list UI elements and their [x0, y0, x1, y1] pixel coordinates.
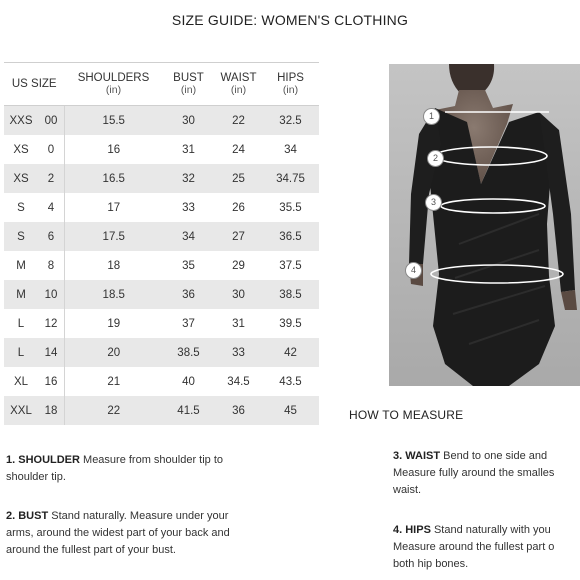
cell-bust: 31: [182, 143, 195, 156]
table-header-row: [4, 63, 319, 106]
cell-hips: 43.5: [279, 375, 302, 388]
cell-waist: 22: [215, 106, 263, 136]
header-waist: [215, 63, 263, 106]
model-illustration: [389, 64, 580, 386]
cell-bust: 41.5: [163, 396, 215, 425]
step-text: around the fullest part of your bust.: [6, 544, 176, 556]
cell-waist: 26: [232, 201, 245, 214]
how-to-measure-heading: HOW TO MEASURE: [349, 408, 464, 422]
cell-bust: 37: [182, 317, 195, 330]
header-label: BUST: [173, 72, 204, 84]
table-row: [4, 164, 319, 193]
cell-numeric-size: 2: [38, 164, 65, 193]
marker-shoulder: 1: [423, 108, 440, 125]
cell-shoulders: 18.5: [65, 280, 163, 309]
marker-waist: 3: [425, 194, 442, 211]
cell-bust: 30: [163, 106, 215, 136]
cell-numeric-size: 16: [38, 367, 65, 396]
cell-numeric-size: 14: [38, 338, 65, 367]
step-text: Measure around the fullest part o: [393, 541, 555, 553]
model-photo: [389, 64, 580, 386]
cell-hips: 32.5: [263, 106, 319, 136]
cell-numeric-size: 00: [38, 106, 65, 136]
cell-hips: 42: [263, 338, 319, 367]
step-hips: [393, 522, 580, 573]
step-text: Stand naturally with you: [430, 524, 551, 536]
cell-shoulders: 18: [107, 259, 121, 272]
step-waist: [393, 448, 580, 499]
table-row: [4, 309, 319, 338]
cell-size: XS: [4, 164, 38, 193]
size-table: [4, 62, 319, 425]
cell-size: XS: [13, 143, 29, 156]
header-us-size: [4, 63, 65, 106]
cell-waist: 29: [232, 259, 245, 272]
cell-shoulders: 22: [65, 396, 163, 425]
cell-numeric-size: 10: [38, 280, 65, 309]
cell-bust: 32: [163, 164, 215, 193]
cell-numeric-size: 12: [38, 309, 65, 338]
step-label: 1. SHOULDER: [6, 454, 80, 466]
cell-hips: 35.5: [279, 201, 302, 214]
header-hips: [263, 63, 319, 106]
header-label: WAIST: [220, 72, 257, 84]
cell-waist: 24: [232, 143, 245, 156]
cell-size: S: [17, 201, 25, 214]
cell-size: XXS: [4, 106, 38, 136]
table-row: [4, 251, 319, 280]
step-label: 4. HIPS: [393, 524, 431, 536]
step-text: waist.: [393, 484, 422, 496]
step-text: Measure from shoulder tip to: [79, 454, 224, 466]
cell-waist: 36: [215, 396, 263, 425]
cell-shoulders: 15.5: [65, 106, 163, 136]
cell-numeric-size: 8: [38, 251, 65, 280]
cell-hips: 45: [263, 396, 319, 425]
cell-shoulders: 19: [107, 317, 121, 330]
step-label: 3. WAIST: [393, 450, 441, 462]
cell-hips: 37.5: [279, 259, 302, 272]
cell-shoulders: 20: [65, 338, 163, 367]
table-row: [4, 396, 319, 425]
step-text: Bend to one side and: [440, 450, 548, 462]
header-unit: (in): [105, 84, 122, 96]
cell-size: M: [4, 280, 38, 309]
table-row: [4, 193, 319, 222]
cell-shoulders: 16: [107, 143, 121, 156]
cell-shoulders: 17: [107, 201, 121, 214]
header-label: HIPS: [277, 72, 304, 84]
marker-bust: 2: [427, 150, 444, 167]
cell-numeric-size: 6: [38, 222, 65, 251]
marker-hips: 4: [405, 262, 422, 279]
cell-size: L: [4, 338, 38, 367]
step-shoulder: [6, 452, 296, 486]
cell-numeric-size: 18: [38, 396, 65, 425]
cell-shoulders: 21: [107, 375, 121, 388]
cell-bust: 33: [182, 201, 195, 214]
cell-size: XXL: [4, 396, 38, 425]
cell-waist: 31: [232, 317, 245, 330]
table-row: [4, 135, 319, 164]
cell-numeric-size: 0: [38, 135, 65, 164]
cell-numeric-size: 4: [38, 193, 65, 222]
header-unit: (in): [180, 84, 197, 96]
header-bust: [163, 63, 215, 106]
cell-waist: 30: [215, 280, 263, 309]
step-text: arms, around the widest part of your back and: [6, 527, 230, 539]
step-text: both hip bones.: [393, 558, 469, 570]
table-row: [4, 280, 319, 309]
table-row: [4, 222, 319, 251]
cell-size: L: [17, 317, 25, 330]
header-unit: (in): [282, 84, 299, 96]
step-text: Stand naturally. Measure under your: [48, 510, 229, 522]
cell-shoulders: 16.5: [65, 164, 163, 193]
cell-shoulders: 17.5: [65, 222, 163, 251]
cell-hips: 34.75: [263, 164, 319, 193]
cell-waist: 25: [215, 164, 263, 193]
step-label: 2. BUST: [6, 510, 49, 522]
cell-waist: 33: [215, 338, 263, 367]
page-title: SIZE GUIDE: WOMEN'S CLOTHING: [171, 12, 409, 28]
cell-hips: 39.5: [279, 317, 302, 330]
header-label: SHOULDERS: [77, 72, 150, 84]
table-row: [4, 106, 319, 136]
step-bust: [6, 508, 306, 559]
cell-bust: 38.5: [163, 338, 215, 367]
cell-size: XL: [13, 375, 29, 388]
step-text: Measure fully around the smalles: [393, 467, 555, 479]
cell-bust: 40: [182, 375, 195, 388]
header-label: US SIZE: [11, 78, 57, 90]
table-row: [4, 338, 319, 367]
cell-bust: 34: [163, 222, 215, 251]
table-row: [4, 367, 319, 396]
cell-hips: 38.5: [263, 280, 319, 309]
cell-bust: 35: [182, 259, 195, 272]
cell-waist: 27: [215, 222, 263, 251]
cell-bust: 36: [163, 280, 215, 309]
header-shoulders: [65, 63, 163, 106]
step-text: shoulder tip.: [6, 471, 66, 483]
cell-hips: 36.5: [263, 222, 319, 251]
cell-size: S: [4, 222, 38, 251]
cell-hips: 34: [284, 143, 297, 156]
cell-size: M: [16, 259, 26, 272]
cell-waist: 34.5: [227, 375, 250, 388]
header-unit: (in): [230, 84, 247, 96]
